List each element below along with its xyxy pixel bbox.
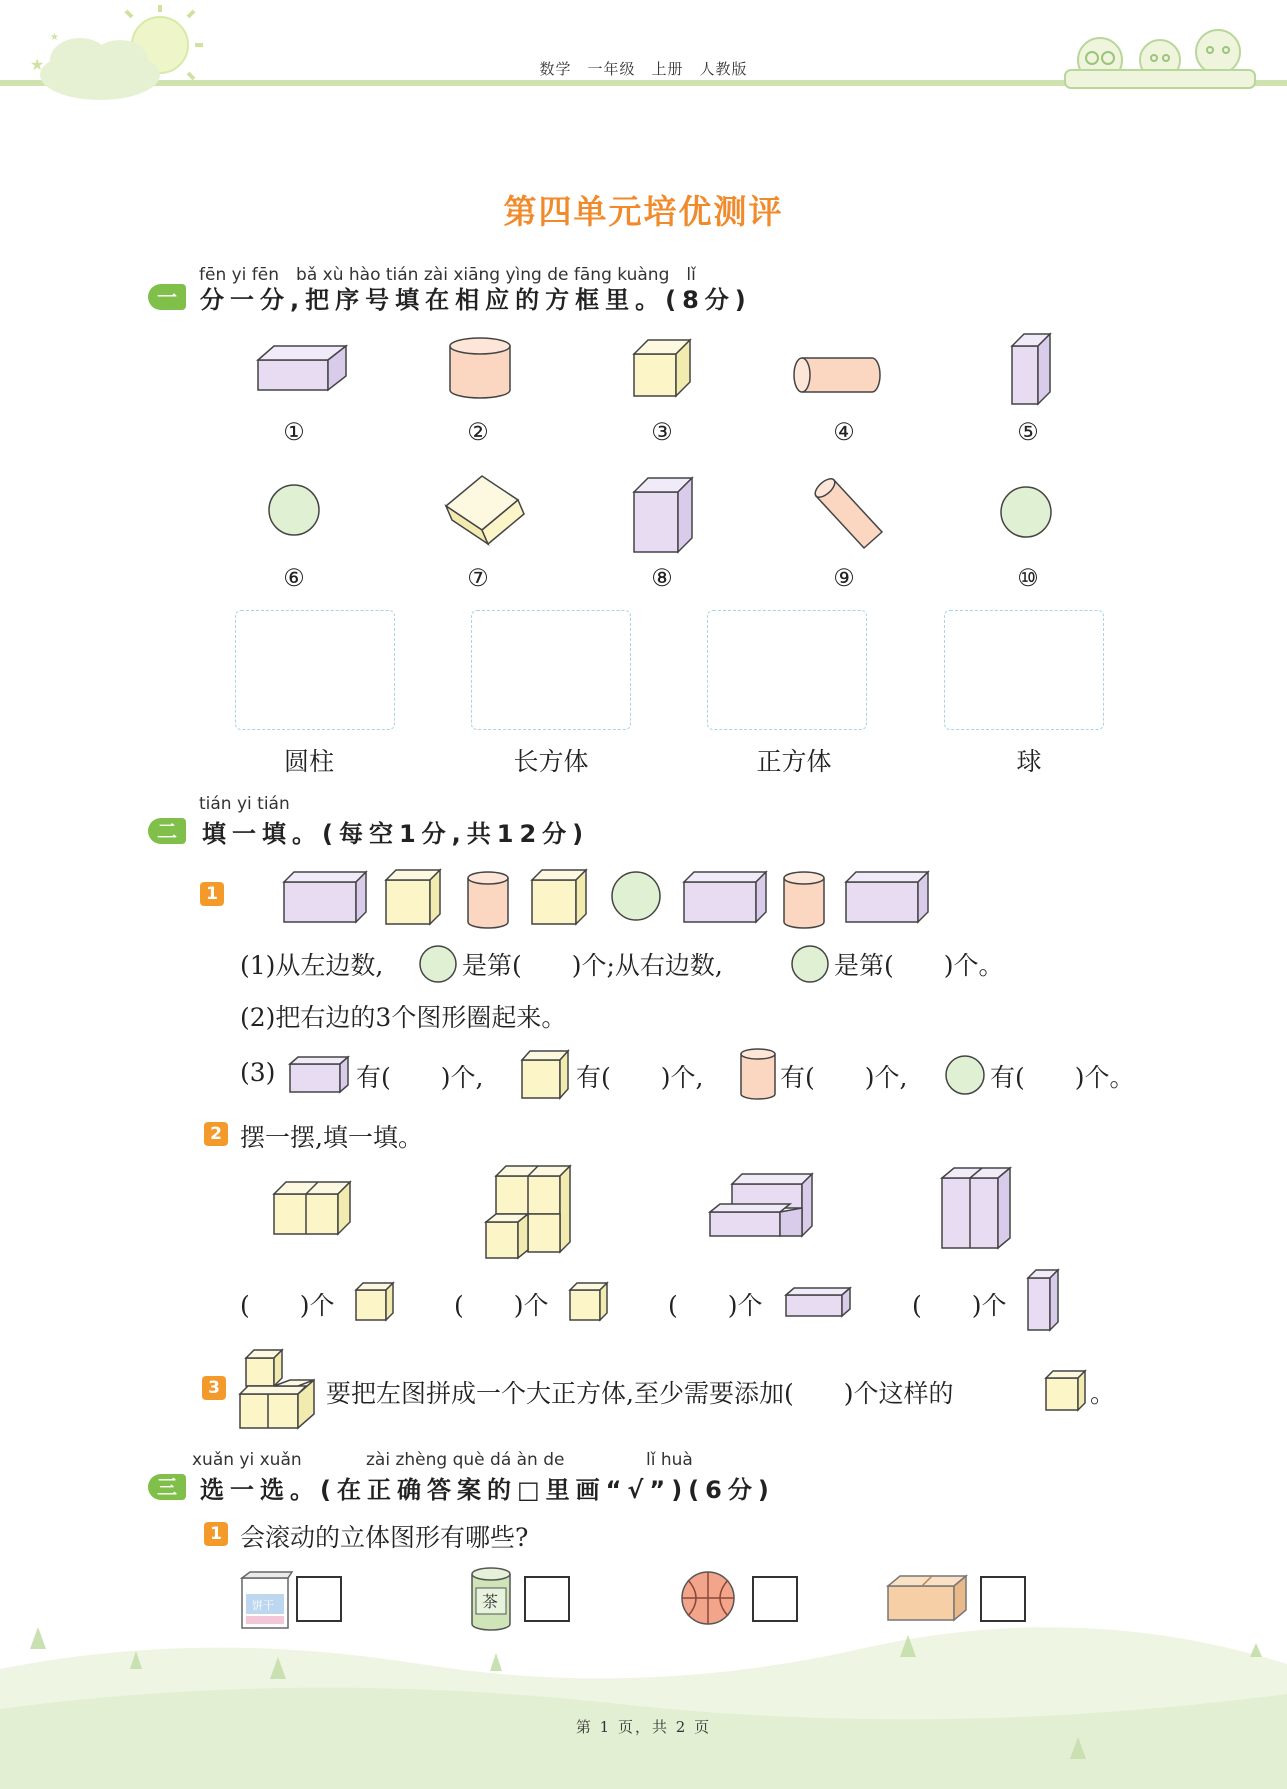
s3-q1-badge: 1 (204, 1522, 228, 1546)
q1-line1-end: 是第( )个。 (834, 951, 1004, 980)
shape-number: ⑧ (651, 564, 673, 592)
animal-friends-decoration (1060, 10, 1260, 100)
section3-heading: 选一选。(在正确答案的□里画“√”)(6分) (200, 1476, 775, 1504)
shape-4-cylinder-lying (792, 354, 892, 404)
answer-box-cylinder[interactable] (235, 610, 395, 730)
box-label-cylinder: 圆柱 (283, 747, 334, 776)
biscuit-box-label: 饼干 (252, 1599, 274, 1612)
svg-text:★: ★ (30, 55, 45, 74)
q1-line3-label: (3) (240, 1058, 276, 1087)
q2-blank-b: ( )个 (454, 1291, 549, 1320)
q1-badge: 1 (200, 882, 224, 906)
q2-stack-c (708, 1170, 828, 1250)
section2-pinyin: tián yi tián (199, 794, 290, 814)
sphere-icon (944, 1054, 986, 1096)
section3-pinyin-a: xuǎn yi xuǎn (192, 1450, 302, 1470)
q1-line3-sphere-count: 有( )个。 (990, 1063, 1135, 1092)
q1-line1-middle: 是第( )个;从右边数, (462, 951, 723, 980)
shape-7-tilted-cube (442, 472, 532, 552)
hills-background (0, 1609, 1287, 1789)
q2-stack-a (272, 1178, 372, 1248)
header-subject: 数学 一年级 上册 人教版 (539, 60, 748, 78)
shape-number: ① (283, 418, 305, 446)
shape-number: ⑤ (1017, 418, 1039, 446)
box-label-sphere: 球 (1016, 747, 1042, 776)
cuboid-icon (288, 1054, 354, 1096)
shape-number: ⑩ (1017, 564, 1039, 592)
shape-number: ⑦ (467, 564, 489, 592)
page-title: 第四单元培优测评 (503, 192, 784, 231)
cube-icon (568, 1280, 612, 1324)
q1-line3-cube-count: 有( )个, (576, 1063, 704, 1092)
answer-box-cube[interactable] (707, 610, 867, 730)
q1-line2: (2)把右边的3个图形圈起来。 (240, 1003, 567, 1032)
s3-q1-text: 会滚动的立体图形有哪些? (240, 1523, 529, 1552)
q1-line1-start: (1)从左边数, (240, 951, 384, 980)
answer-box-sphere[interactable] (944, 610, 1104, 730)
page-number: 第 1 页，共 2 页 (575, 1718, 712, 1736)
section2-heading: 填一填。(每空1分,共12分) (202, 820, 590, 848)
section3-badge: 三 (148, 1474, 186, 1500)
sphere-icon (790, 944, 830, 984)
shape-2-cylinder (446, 334, 516, 404)
cuboid-icon (784, 1286, 856, 1322)
q3-stack (238, 1346, 328, 1436)
shape-1-cuboid (256, 342, 356, 402)
q2-stack-b (484, 1162, 584, 1262)
section3-pinyin-b: zài zhèng què dá àn de (366, 1450, 565, 1470)
tall-cuboid-icon (1026, 1268, 1066, 1334)
q3-text: 要把左图拼成一个大正方体,至少需要添加( )个这样的 (326, 1379, 954, 1408)
answer-box-cuboid[interactable] (471, 610, 631, 730)
shape-number: ③ (651, 418, 673, 446)
q2-stack-d (940, 1164, 1030, 1254)
section1-heading: 分一分,把序号填在相应的方框里。(8分) (200, 286, 752, 314)
q1-shape-row (282, 864, 962, 934)
q2-blank-c: ( )个 (668, 1291, 763, 1320)
shape-10-sphere (998, 484, 1058, 544)
q3-badge: 3 (202, 1376, 226, 1400)
shape-6-sphere (266, 482, 326, 542)
shape-9-tilted-cylinder (812, 474, 892, 559)
cube-icon (1044, 1368, 1090, 1414)
section1-badge: 一 (148, 284, 186, 310)
shape-number: ⑨ (833, 564, 855, 592)
q1-line3-cuboid-count: 有( )个, (356, 1063, 484, 1092)
section2-badge: 二 (148, 818, 186, 844)
q2-text: 摆一摆,填一填。 (240, 1123, 423, 1152)
cube-icon (520, 1048, 572, 1100)
cylinder-icon (738, 1046, 778, 1102)
box-label-cube: 正方体 (756, 747, 832, 776)
shape-number: ⑥ (283, 564, 305, 592)
q2-blank-a: ( )个 (240, 1291, 335, 1320)
section3-pinyin-c: lǐ huà (646, 1450, 693, 1470)
box-label-cuboid: 长方体 (513, 747, 589, 776)
tea-can-label: 茶 (482, 1592, 499, 1611)
q3-end: 。 (1090, 1379, 1116, 1408)
cloud-sun-decoration (10, 0, 210, 110)
q1-line3-cylinder-count: 有( )个, (780, 1063, 908, 1092)
svg-text:★: ★ (50, 32, 59, 43)
shape-number: ② (467, 418, 489, 446)
q2-badge: 2 (204, 1122, 228, 1146)
shape-3-cube (632, 336, 702, 406)
shape-8-cuboid (632, 474, 702, 559)
shape-number: ④ (833, 418, 855, 446)
q2-blank-d: ( )个 (912, 1291, 1007, 1320)
section1-pinyin: fēn yi fēn bǎ xù hào tián zài xiāng yìng de fāng kuàng lǐ (199, 265, 696, 285)
sphere-icon (418, 944, 458, 984)
shape-5-tall-cuboid (1010, 330, 1060, 410)
cube-icon (354, 1280, 398, 1324)
